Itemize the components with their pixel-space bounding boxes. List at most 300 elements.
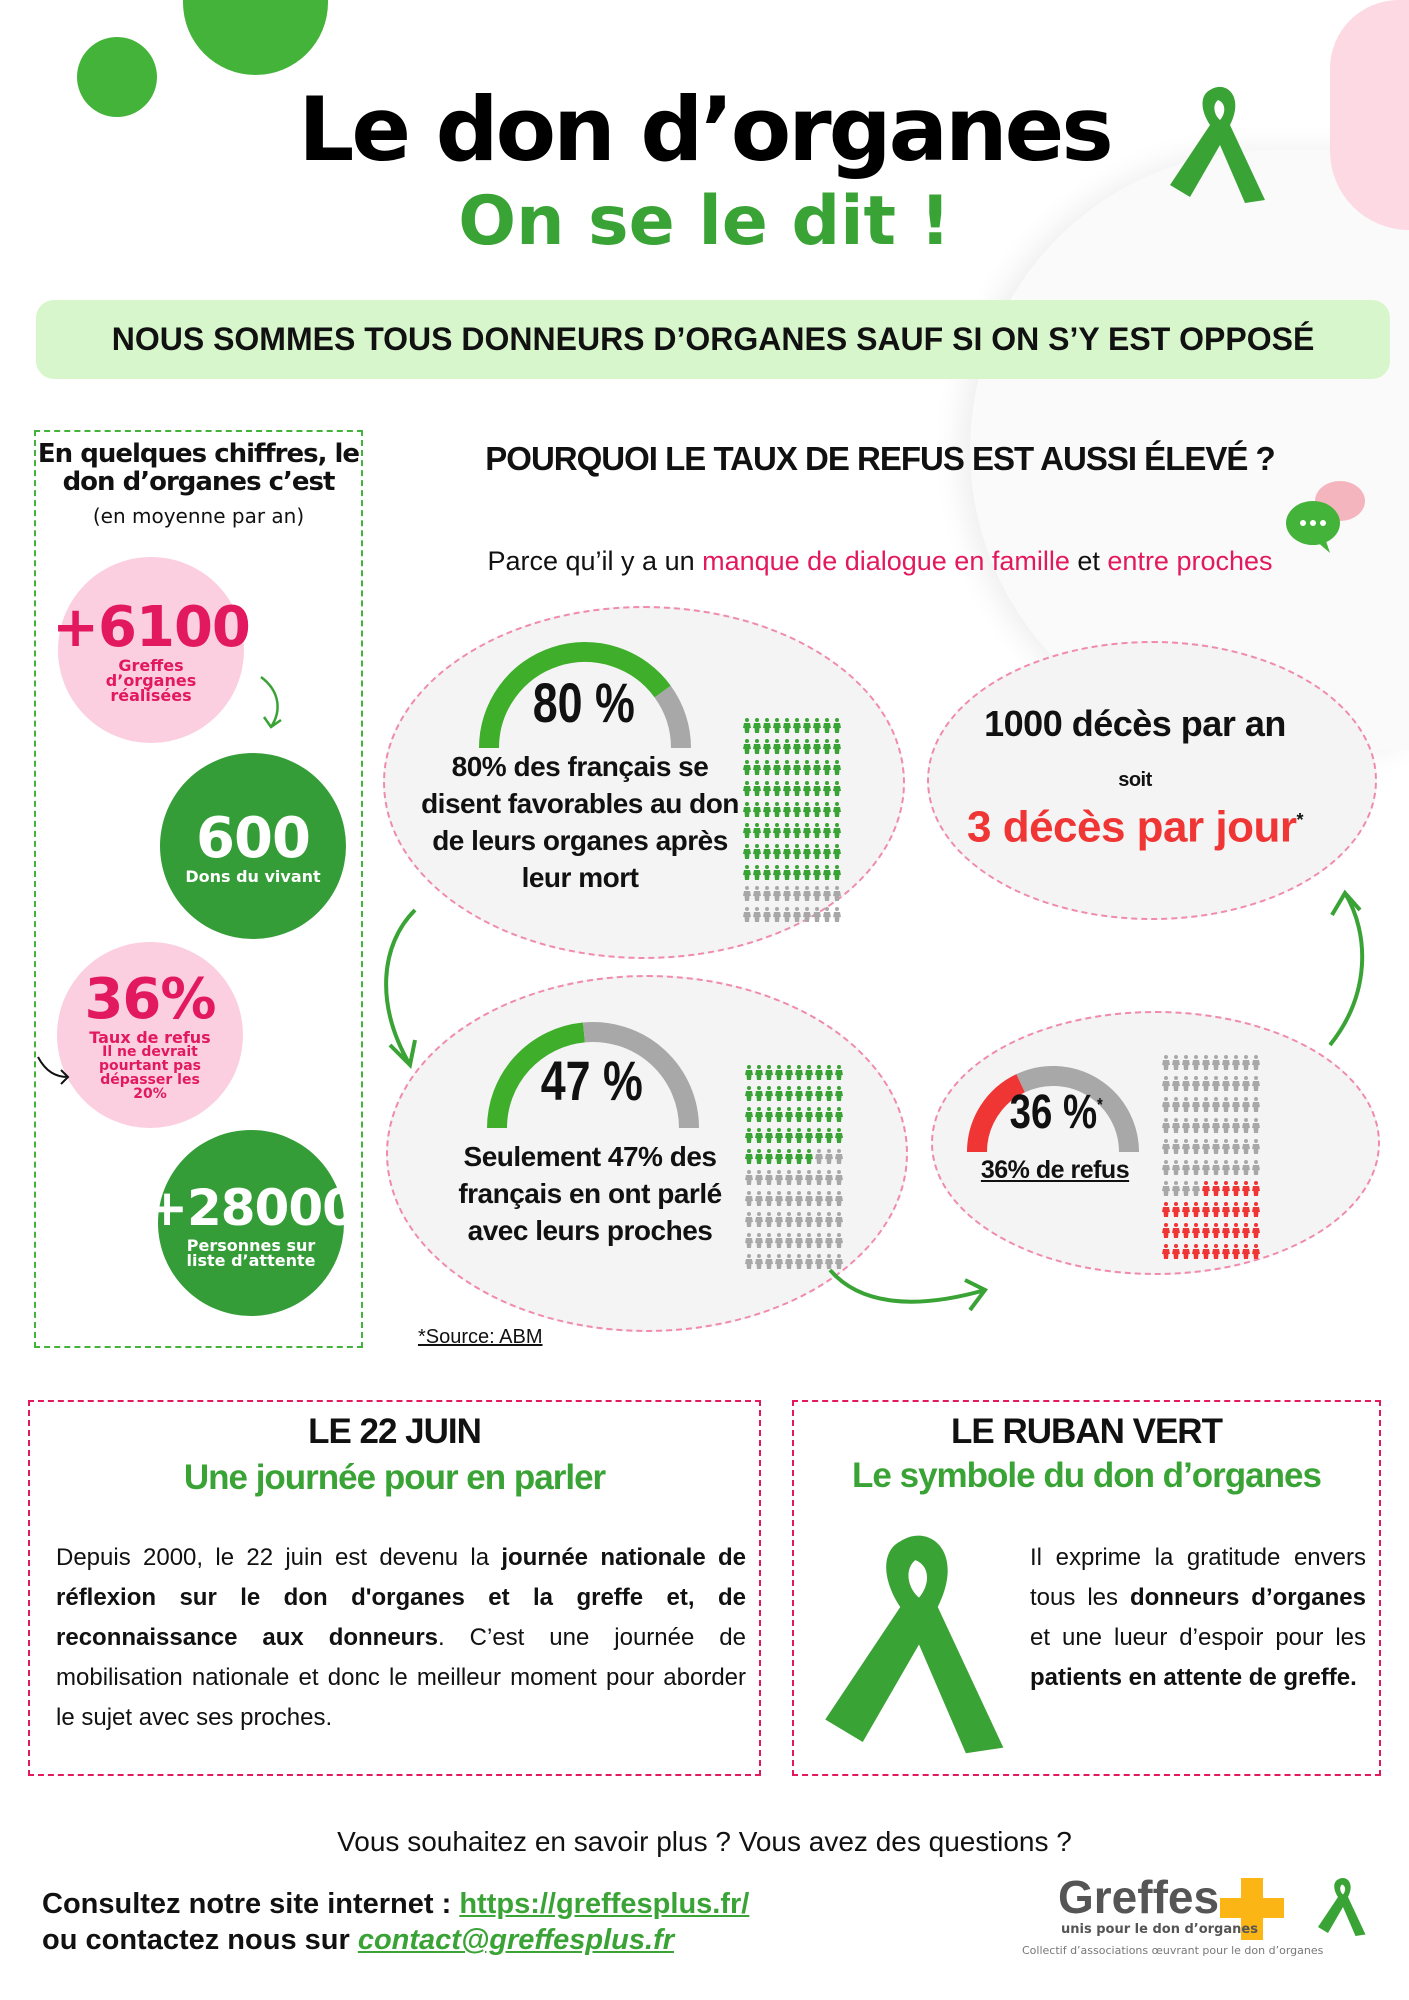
- logo-plus-icon: [1220, 1898, 1284, 1918]
- person-icon: [1251, 1223, 1261, 1242]
- person-icon: [772, 823, 782, 842]
- person-icon: [792, 844, 802, 863]
- email-label: ou contactez nous sur: [42, 1924, 358, 1956]
- text: . C’est une journée de mobilisation nationale et donc le meilleur moment pour aborder le sujet avec ses proches.: [56, 1624, 746, 1731]
- website-link[interactable]: https://greffesplus.fr/: [459, 1888, 750, 1920]
- person-icon: [762, 886, 772, 905]
- person-icon: [794, 1254, 804, 1273]
- ribbon-paragraph: [1030, 1538, 1366, 1698]
- person-icon: [1201, 1118, 1211, 1137]
- person-icon: [792, 760, 802, 779]
- person-icon: [1231, 1076, 1241, 1095]
- people-grid-47: [744, 1065, 844, 1273]
- person-icon: [1251, 1244, 1261, 1263]
- person-icon: [784, 1149, 794, 1168]
- person-icon: [1161, 1139, 1171, 1158]
- person-icon: [1201, 1160, 1211, 1179]
- person-icon: [762, 844, 772, 863]
- person-icon: [782, 760, 792, 779]
- person-icon: [762, 907, 772, 926]
- person-icon: [1211, 1139, 1221, 1158]
- person-icon: [814, 1149, 824, 1168]
- person-icon: [794, 1191, 804, 1210]
- green-ribbon-icon: [1170, 85, 1270, 205]
- person-icon: [1201, 1181, 1211, 1200]
- arrow-icon: [36, 1052, 76, 1092]
- june-subtitle: Une journée pour en parler: [183, 1458, 606, 1497]
- why-heading: POURQUOI LE TAUX DE REFUS EST AUSSI ÉLEVÉ ?: [485, 440, 1275, 477]
- person-icon: [1181, 1055, 1191, 1074]
- person-icon: [1221, 1160, 1231, 1179]
- person-icon: [744, 1212, 754, 1231]
- person-icon: [802, 781, 812, 800]
- person-icon: [774, 1149, 784, 1168]
- greffes-plus-logo: [1022, 1871, 1378, 1959]
- person-icon: [1191, 1139, 1201, 1158]
- person-icon: [754, 1191, 764, 1210]
- stat-refusal-rate: [57, 942, 243, 1128]
- person-icon: [1241, 1139, 1251, 1158]
- person-icon: [774, 1086, 784, 1105]
- person-icon: [744, 1065, 754, 1084]
- person-icon: [774, 1065, 784, 1084]
- person-icon: [802, 823, 812, 842]
- footnote-star: *: [1097, 1095, 1103, 1115]
- intro-highlight: entre proches: [1107, 546, 1273, 576]
- person-icon: [814, 1065, 824, 1084]
- june-paragraph: [56, 1538, 746, 1738]
- june-22-box: [28, 1400, 761, 1776]
- person-icon: [814, 1107, 824, 1126]
- person-icon: [1211, 1202, 1221, 1221]
- person-icon: [804, 1233, 814, 1252]
- person-icon: [1201, 1139, 1211, 1158]
- person-icon: [804, 1086, 814, 1105]
- person-icon: [792, 886, 802, 905]
- decor-circle: [183, 0, 328, 75]
- person-icon: [834, 1191, 844, 1210]
- person-icon: [742, 907, 752, 926]
- stat-label: Personnes sur liste d’attente: [186, 1236, 316, 1270]
- person-icon: [1181, 1244, 1191, 1263]
- person-icon: [834, 1086, 844, 1105]
- person-icon: [744, 1107, 754, 1126]
- green-ribbon-box: [792, 1400, 1381, 1776]
- person-icon: [812, 718, 822, 737]
- person-icon: [804, 1128, 814, 1147]
- person-icon: [792, 907, 802, 926]
- person-icon: [1201, 1244, 1211, 1263]
- person-icon: [832, 907, 842, 926]
- person-icon: [752, 823, 762, 842]
- person-icon: [792, 718, 802, 737]
- person-icon: [812, 802, 822, 821]
- person-icon: [834, 1233, 844, 1252]
- person-icon: [824, 1233, 834, 1252]
- person-icon: [754, 1086, 764, 1105]
- person-icon: [1181, 1181, 1191, 1200]
- person-icon: [744, 1128, 754, 1147]
- person-icon: [1211, 1055, 1221, 1074]
- person-icon: [764, 1191, 774, 1210]
- person-icon: [1251, 1139, 1261, 1158]
- person-icon: [1171, 1181, 1181, 1200]
- person-icon: [1161, 1160, 1171, 1179]
- cycle-arrow-icon: [1320, 885, 1380, 1050]
- footnote-star: *: [1296, 810, 1303, 830]
- person-icon: [1231, 1202, 1241, 1221]
- gauge-value: 47 %: [540, 1049, 643, 1112]
- person-icon: [762, 760, 772, 779]
- stat-waiting-list: [146, 1130, 356, 1316]
- person-icon: [782, 739, 792, 758]
- person-icon: [1241, 1055, 1251, 1074]
- person-icon: [794, 1212, 804, 1231]
- person-icon: [752, 802, 762, 821]
- person-icon: [1171, 1055, 1181, 1074]
- person-icon: [824, 1128, 834, 1147]
- person-icon: [802, 802, 812, 821]
- person-icon: [1231, 1181, 1241, 1200]
- person-icon: [744, 1170, 754, 1189]
- person-icon: [1161, 1055, 1171, 1074]
- person-icon: [822, 886, 832, 905]
- email-link[interactable]: contact@greffesplus.fr: [357, 1924, 675, 1956]
- people-grid-36: [1161, 1055, 1261, 1263]
- person-icon: [792, 781, 802, 800]
- page-subtitle: On se le dit !: [458, 182, 951, 261]
- person-icon: [752, 760, 762, 779]
- person-icon: [1251, 1181, 1261, 1200]
- person-icon: [812, 739, 822, 758]
- person-icon: [754, 1107, 764, 1126]
- person-icon: [804, 1212, 814, 1231]
- person-icon: [794, 1107, 804, 1126]
- person-icon: [1161, 1118, 1171, 1137]
- why-intro: [420, 546, 1340, 577]
- person-icon: [1251, 1160, 1261, 1179]
- person-icon: [774, 1107, 784, 1126]
- person-icon: [822, 865, 832, 884]
- stat-value: +6100: [52, 594, 250, 660]
- person-icon: [754, 1128, 764, 1147]
- favorable-text: 80% des français se disent favorables au don de leurs organes après leur mort: [421, 751, 739, 893]
- person-icon: [742, 760, 752, 779]
- person-icon: [752, 739, 762, 758]
- text-bold: donneurs d’organes: [1129, 1584, 1366, 1611]
- person-icon: [792, 739, 802, 758]
- person-icon: [822, 823, 832, 842]
- person-icon: [794, 1149, 804, 1168]
- person-icon: [762, 781, 772, 800]
- person-icon: [832, 739, 842, 758]
- person-icon: [782, 865, 792, 884]
- person-icon: [1191, 1181, 1201, 1200]
- person-icon: [802, 865, 812, 884]
- talked-text: Seulement 47% des français en ont parlé avec leurs proches: [458, 1141, 722, 1246]
- person-icon: [772, 865, 782, 884]
- opt-out-banner: NOUS SOMMES TOUS DONNEURS D’ORGANES SAUF SI ON S’Y EST OPPOSÉ: [36, 300, 1390, 379]
- person-icon: [1231, 1118, 1241, 1137]
- person-icon: [782, 886, 792, 905]
- person-icon: [812, 760, 822, 779]
- person-icon: [804, 1107, 814, 1126]
- person-icon: [1181, 1202, 1191, 1221]
- person-icon: [742, 844, 752, 863]
- person-icon: [824, 1086, 834, 1105]
- person-icon: [1161, 1076, 1171, 1095]
- june-title: LE 22 JUIN: [308, 1412, 481, 1451]
- person-icon: [1211, 1097, 1221, 1116]
- person-icon: [802, 907, 812, 926]
- person-icon: [1171, 1097, 1181, 1116]
- person-icon: [804, 1191, 814, 1210]
- email-line: [42, 1924, 674, 1957]
- person-icon: [824, 1170, 834, 1189]
- person-icon: [1181, 1076, 1191, 1095]
- person-icon: [1221, 1244, 1231, 1263]
- person-icon: [784, 1128, 794, 1147]
- person-icon: [1191, 1160, 1201, 1179]
- green-ribbon-icon: [819, 1532, 1019, 1757]
- person-icon: [772, 844, 782, 863]
- person-icon: [764, 1254, 774, 1273]
- person-icon: [784, 1191, 794, 1210]
- person-icon: [772, 802, 782, 821]
- chat-bubbles-icon: [1285, 478, 1365, 553]
- people-grid-80: [742, 718, 842, 926]
- stat-grafts: [52, 557, 250, 743]
- person-icon: [832, 802, 842, 821]
- person-icon: [752, 907, 762, 926]
- person-icon: [754, 1254, 764, 1273]
- person-icon: [1181, 1118, 1191, 1137]
- person-icon: [772, 886, 782, 905]
- person-icon: [774, 1212, 784, 1231]
- person-icon: [1161, 1223, 1171, 1242]
- person-icon: [832, 781, 842, 800]
- stat-value: +28000: [146, 1179, 356, 1237]
- figures-subheading: (en moyenne par an): [92, 504, 305, 528]
- person-icon: [804, 1149, 814, 1168]
- person-icon: [792, 865, 802, 884]
- person-icon: [1191, 1244, 1201, 1263]
- person-icon: [1181, 1139, 1191, 1158]
- gauge-value: [1010, 1085, 1103, 1140]
- person-icon: [1171, 1223, 1181, 1242]
- person-icon: [1211, 1076, 1221, 1095]
- person-icon: [834, 1065, 844, 1084]
- person-icon: [1191, 1202, 1201, 1221]
- person-icon: [1251, 1055, 1261, 1074]
- person-icon: [1191, 1118, 1201, 1137]
- person-icon: [1201, 1055, 1211, 1074]
- person-icon: [1211, 1244, 1221, 1263]
- refusal-text: 36% de refus: [980, 1156, 1130, 1184]
- person-icon: [764, 1086, 774, 1105]
- person-icon: [834, 1170, 844, 1189]
- person-icon: [764, 1149, 774, 1168]
- person-icon: [1241, 1076, 1251, 1095]
- page-title: Le don d’organes: [298, 78, 1111, 181]
- person-icon: [804, 1254, 814, 1273]
- intro-highlight: manque de dialogue en famille: [702, 546, 1070, 576]
- person-icon: [1171, 1160, 1181, 1179]
- text-bold: patients en attente de greffe.: [1030, 1664, 1357, 1691]
- person-icon: [814, 1212, 824, 1231]
- logo-name: Greffes: [1058, 1871, 1220, 1923]
- person-icon: [1161, 1202, 1171, 1221]
- person-icon: [802, 739, 812, 758]
- person-icon: [1171, 1118, 1181, 1137]
- person-icon: [814, 1170, 824, 1189]
- person-icon: [742, 739, 752, 758]
- person-icon: [1161, 1244, 1171, 1263]
- intro-text: et: [1069, 546, 1108, 576]
- deaths-per-day-text: 3 décès par jour: [967, 802, 1297, 852]
- person-icon: [784, 1233, 794, 1252]
- person-icon: [762, 823, 772, 842]
- person-icon: [812, 823, 822, 842]
- person-icon: [754, 1065, 764, 1084]
- person-icon: [752, 844, 762, 863]
- person-icon: [742, 865, 752, 884]
- person-icon: [1161, 1097, 1171, 1116]
- person-icon: [1221, 1076, 1231, 1095]
- person-icon: [1241, 1223, 1251, 1242]
- person-icon: [834, 1149, 844, 1168]
- person-icon: [794, 1065, 804, 1084]
- person-icon: [744, 1233, 754, 1252]
- person-icon: [1211, 1181, 1221, 1200]
- person-icon: [1221, 1055, 1231, 1074]
- person-icon: [1221, 1181, 1231, 1200]
- person-icon: [824, 1149, 834, 1168]
- person-icon: [782, 844, 792, 863]
- person-icon: [772, 907, 782, 926]
- person-icon: [792, 823, 802, 842]
- intro-text: Parce qu’il y a un: [487, 546, 703, 576]
- person-icon: [812, 886, 822, 905]
- person-icon: [764, 1170, 774, 1189]
- person-icon: [834, 1107, 844, 1126]
- person-icon: [762, 802, 772, 821]
- person-icon: [1211, 1223, 1221, 1242]
- text: et une lueur d’espoir pour les: [1030, 1624, 1366, 1651]
- person-icon: [754, 1170, 764, 1189]
- person-icon: [774, 1191, 784, 1210]
- stat-value: 36%: [84, 966, 216, 1032]
- person-icon: [832, 865, 842, 884]
- person-icon: [744, 1191, 754, 1210]
- person-icon: [834, 1212, 844, 1231]
- person-icon: [1241, 1181, 1251, 1200]
- person-icon: [794, 1233, 804, 1252]
- stat-value: 600: [196, 805, 310, 871]
- person-icon: [1191, 1076, 1201, 1095]
- person-icon: [762, 739, 772, 758]
- person-icon: [782, 781, 792, 800]
- person-icon: [752, 886, 762, 905]
- person-icon: [784, 1065, 794, 1084]
- person-icon: [762, 718, 772, 737]
- website-line: [42, 1888, 749, 1921]
- person-icon: [1191, 1097, 1201, 1116]
- person-icon: [822, 844, 832, 863]
- person-icon: [744, 1149, 754, 1168]
- footer-question: Vous souhaitez en savoir plus ? Vous avez des questions ?: [337, 1826, 1072, 1857]
- person-icon: [742, 802, 752, 821]
- deaths-per-year: 1000 décès par an: [984, 703, 1286, 744]
- person-icon: [754, 1149, 764, 1168]
- person-icon: [752, 718, 762, 737]
- person-icon: [814, 1086, 824, 1105]
- person-icon: [802, 844, 812, 863]
- person-icon: [1221, 1139, 1231, 1158]
- logo-subtitle: Collectif d’associations œuvrant pour le don d’organes: [1022, 1944, 1324, 1957]
- person-icon: [812, 781, 822, 800]
- ribbon-subtitle: Le symbole du don d’organes: [852, 1456, 1321, 1495]
- deaths-soit: soit: [1118, 769, 1152, 791]
- person-icon: [822, 739, 832, 758]
- person-icon: [782, 718, 792, 737]
- person-icon: [1221, 1223, 1231, 1242]
- person-icon: [1241, 1202, 1251, 1221]
- person-icon: [1201, 1097, 1211, 1116]
- person-icon: [774, 1170, 784, 1189]
- person-icon: [1231, 1160, 1241, 1179]
- person-icon: [744, 1086, 754, 1105]
- person-icon: [814, 1191, 824, 1210]
- person-icon: [784, 1086, 794, 1105]
- person-icon: [762, 865, 772, 884]
- person-icon: [782, 823, 792, 842]
- person-icon: [812, 844, 822, 863]
- person-icon: [742, 718, 752, 737]
- stat-label: Dons du vivant: [185, 866, 321, 886]
- person-icon: [1191, 1223, 1201, 1242]
- person-icon: [1241, 1118, 1251, 1137]
- person-icon: [824, 1107, 834, 1126]
- person-icon: [742, 781, 752, 800]
- person-icon: [784, 1212, 794, 1231]
- person-icon: [822, 781, 832, 800]
- text-bold: journée nationale de réflexion sur le don d'organes et la greffe et, de reconnaissance aux donneurs: [56, 1544, 746, 1651]
- person-icon: [822, 802, 832, 821]
- person-icon: [824, 1212, 834, 1231]
- person-icon: [822, 907, 832, 926]
- person-icon: [772, 760, 782, 779]
- person-icon: [1231, 1139, 1241, 1158]
- person-icon: [792, 802, 802, 821]
- person-icon: [794, 1128, 804, 1147]
- person-icon: [832, 886, 842, 905]
- person-icon: [832, 760, 842, 779]
- person-icon: [1211, 1118, 1221, 1137]
- person-icon: [754, 1233, 764, 1252]
- gauge-rest: [663, 692, 681, 748]
- ribbon-title: LE RUBAN VERT: [951, 1412, 1222, 1451]
- person-icon: [1201, 1076, 1211, 1095]
- person-icon: [814, 1254, 824, 1273]
- deaths-per-day: [940, 795, 1330, 853]
- person-icon: [832, 823, 842, 842]
- figures-heading: En quelques chiffres, le don d’organes c’est: [37, 439, 360, 497]
- stat-label: Greffes d’organes réalisées: [105, 655, 197, 705]
- person-icon: [784, 1254, 794, 1273]
- person-icon: [1201, 1223, 1211, 1242]
- person-icon: [1181, 1160, 1191, 1179]
